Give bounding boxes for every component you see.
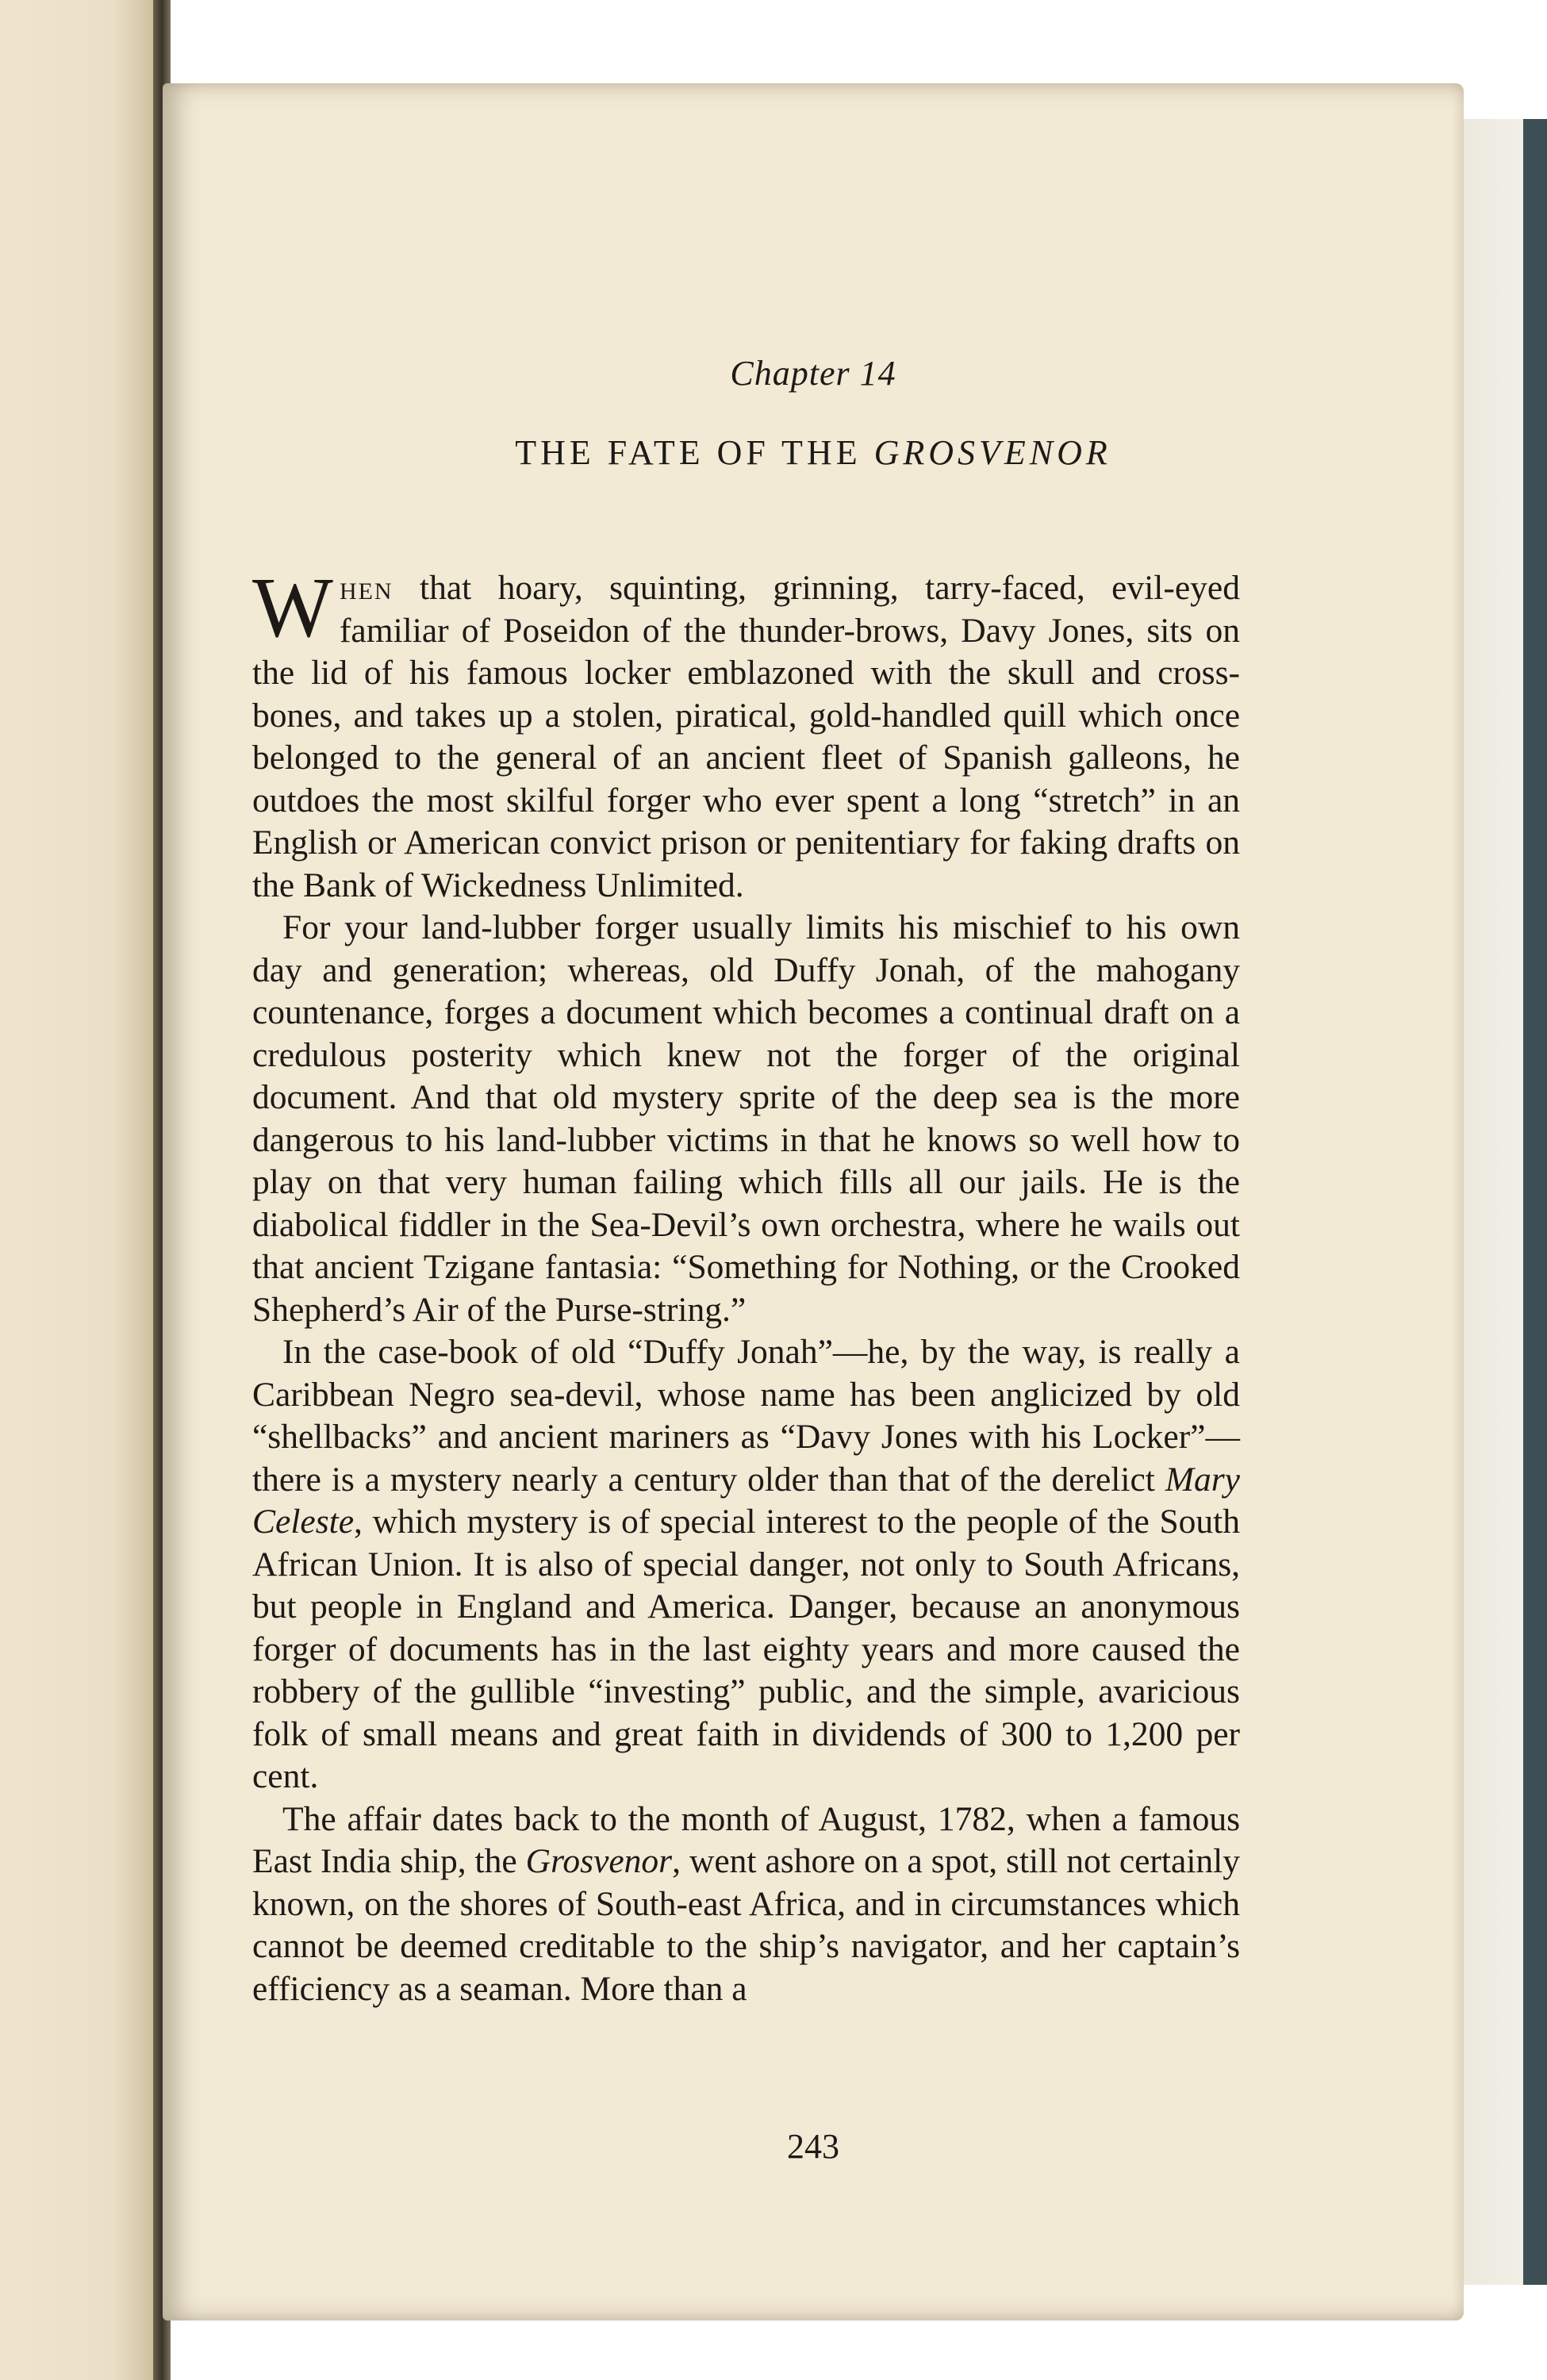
chapter-title-ship: GROSVENOR bbox=[873, 433, 1111, 472]
paragraph-3-italic: Mary Celeste bbox=[252, 1460, 1240, 1541]
body-text bbox=[252, 561, 1240, 2010]
paragraph-4 bbox=[252, 1798, 1240, 2011]
paragraph-2: For your land-lubber forger usually limits his mischief to his own day and generation; whereas, old Duffy Jonah, of the mahogany countenance, forges a document which becomes a continual draft on a credulous posterity which knew not the forger of the original document. And that old mystery sprite of the deep sea is the more dangerous to his land-lubber victims in that he knows so well how to play on that very human failing which fills all our jails. He is the diabolical fiddler in the Sea-Devil’s own orchestra, where he wails out that ancient Tzigane fantasia: “Something for Nothing, or the Crooked Shepherd’s Air of the Purse-string.” bbox=[252, 908, 1240, 1329]
chapter-title-prefix: THE FATE OF THE bbox=[515, 433, 862, 472]
book-cover-edge bbox=[1523, 119, 1547, 2285]
paragraph-3-text-b: , which mystery is of special interest to the people of the South African Union. It is also of special danger, not only to South Africans, but people in England and America. Danger, because an anonymous forger of documents has in the last eighty years and more caused the robbery of the gullible “investing” public, and the simple, avaricious folk of small means and great faith in dividends of 300 to 1,200 per cent. bbox=[252, 1503, 1240, 1795]
paragraph-3 bbox=[252, 1331, 1240, 1798]
chapter-title bbox=[163, 432, 1464, 473]
paragraph-4-text-b: , went ashore on a spot, still not certainly known, on the shores of South-east Africa, and in circumstances which cannot be deemed creditable to the ship’s navigator, and her captain’s efficiency as a seaman. More than a bbox=[252, 1842, 1240, 2008]
chapter-label: Chapter 14 bbox=[730, 354, 896, 393]
left-page-edge bbox=[0, 0, 163, 2380]
paragraph-1-text: that hoary, squinting, grinning, tarry-faced, evil-eyed familiar of Poseidon of the thunder-brows, Davy Jones, sits on the lid of his famous locker emblazoned with the skull and cross-bones, and takes up a stolen, piratical, gold-handled quill which once belonged to the general of an ancient fleet of Spanish galleons, he outdoes the most skilful forger who ever spent a long “stretch” in an English or American convict prison or penitentiary for faking drafts on the Bank of Wickedness Unlimited. bbox=[252, 569, 1240, 904]
paragraph-4-italic: Grosvenor bbox=[525, 1842, 673, 1880]
paragraph-4-text-a: The affair dates back to the month of August, 1782, when a famous East India ship, the bbox=[252, 1799, 1240, 1880]
book-page bbox=[163, 83, 1464, 2320]
paragraph-3-text-a: In the case-book of old “Duffy Jonah”—he, by the way, is really a Caribbean Negro sea-devil, whose name has been anglicized by old “shellbacks” and ancient mariners as “Davy Jones with his Locker”—there is a mystery nearly a century older than that of the derelict bbox=[252, 1333, 1240, 1499]
drop-cap: W bbox=[252, 561, 333, 655]
page-number: 243 bbox=[787, 2127, 839, 2166]
paragraph-1 bbox=[252, 561, 1240, 907]
lead-small-caps: hen bbox=[339, 569, 393, 607]
